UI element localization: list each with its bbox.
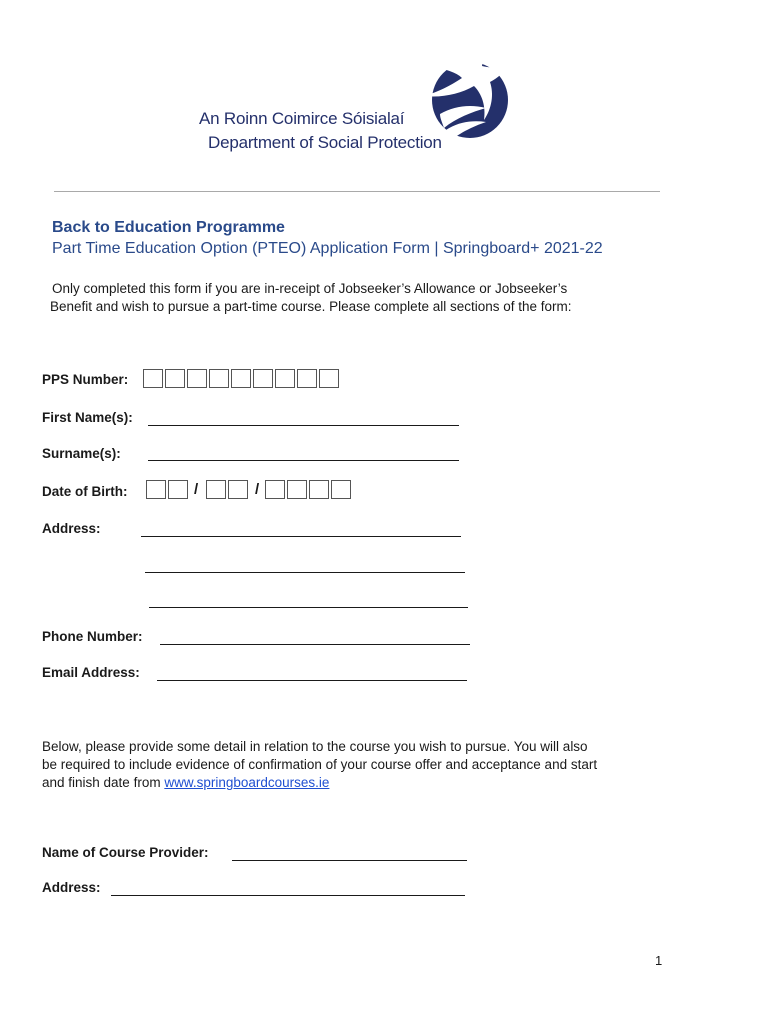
dob-year-box[interactable] xyxy=(265,480,285,499)
pps-number-label: PPS Number: xyxy=(42,372,129,387)
course-provider-label: Name of Course Provider: xyxy=(42,845,209,860)
course-info-line-3-text: and finish date from xyxy=(42,775,165,790)
dob-year-box[interactable] xyxy=(287,480,307,499)
dob-day-box[interactable] xyxy=(146,480,166,499)
pps-char-box[interactable] xyxy=(297,369,317,388)
pps-char-box[interactable] xyxy=(275,369,295,388)
header-divider xyxy=(54,191,660,192)
dob-year-box[interactable] xyxy=(331,480,351,499)
address-label: Address: xyxy=(42,521,101,536)
surname-label: Surname(s): xyxy=(42,446,121,461)
pps-char-box[interactable] xyxy=(143,369,163,388)
date-of-birth-label: Date of Birth: xyxy=(42,484,128,499)
course-info-line-1: Below, please provide some detail in relation to the course you wish to pursue. You will also xyxy=(42,739,588,754)
surname-field[interactable] xyxy=(148,460,459,461)
pps-char-box[interactable] xyxy=(319,369,339,388)
course-provider-field[interactable] xyxy=(232,860,467,861)
pps-char-box[interactable] xyxy=(253,369,273,388)
intro-text-line-1: Only completed this form if you are in-receipt of Jobseeker’s Allowance or Jobseeker’s xyxy=(52,281,568,296)
pps-char-box[interactable] xyxy=(209,369,229,388)
first-name-field[interactable] xyxy=(148,425,459,426)
email-address-field[interactable] xyxy=(157,680,467,681)
email-address-label: Email Address: xyxy=(42,665,140,680)
phone-number-field[interactable] xyxy=(160,644,470,645)
course-info-line-3 xyxy=(42,773,329,792)
course-info-line-2: be required to include evidence of confirmation of your course offer and acceptance and start xyxy=(42,757,598,772)
pps-char-box[interactable] xyxy=(165,369,185,388)
first-name-label: First Name(s): xyxy=(42,410,133,425)
dob-year-boxes[interactable] xyxy=(265,480,353,499)
department-name-irish: An Roinn Coimirce Sóisialaí xyxy=(199,109,405,128)
course-address-label: Address: xyxy=(42,880,101,895)
pps-char-box[interactable] xyxy=(231,369,251,388)
form-subtitle: Part Time Education Option (PTEO) Application Form | Springboard+ 2021-22 xyxy=(52,240,603,257)
phone-number-label: Phone Number: xyxy=(42,629,143,644)
address-line-1-field[interactable] xyxy=(141,536,461,537)
dob-separator: / xyxy=(255,481,260,498)
dob-separator: / xyxy=(194,481,199,498)
form-title: Back to Education Programme xyxy=(52,219,285,236)
springboard-courses-link[interactable]: www.springboardcourses.ie xyxy=(164,775,330,790)
course-address-field[interactable] xyxy=(111,895,465,896)
department-name-english: Department of Social Protection xyxy=(208,133,442,152)
pps-char-box[interactable] xyxy=(187,369,207,388)
intro-text-line-2: Benefit and wish to pursue a part-time course. Please complete all sections of the form: xyxy=(50,299,572,314)
dob-month-boxes[interactable] xyxy=(206,480,250,499)
dob-month-box[interactable] xyxy=(228,480,248,499)
dove-logo-icon xyxy=(420,36,512,140)
address-line-2-field[interactable] xyxy=(145,572,465,573)
dob-year-box[interactable] xyxy=(309,480,329,499)
dob-day-box[interactable] xyxy=(168,480,188,499)
dob-month-box[interactable] xyxy=(206,480,226,499)
address-line-3-field[interactable] xyxy=(149,607,468,608)
page-number: 1 xyxy=(655,953,663,968)
pps-number-boxes[interactable] xyxy=(143,369,341,388)
dob-day-boxes[interactable] xyxy=(146,480,190,499)
